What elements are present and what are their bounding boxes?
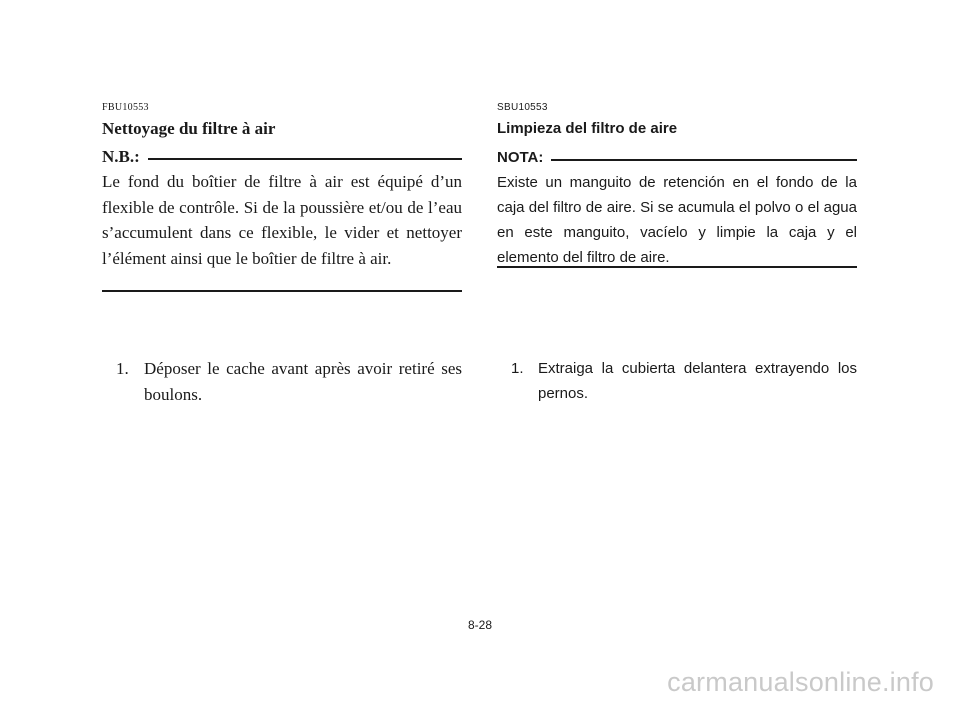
section-code: SBU10553	[497, 102, 548, 113]
watermark: carmanualsonline.info	[667, 667, 934, 697]
step-text: Déposer le cache avant après avoir retiré ses boulons.	[144, 359, 462, 404]
section-title: Nettoyage du filtre à air	[102, 119, 276, 138]
note-header-rule	[551, 159, 857, 161]
note-label: NOTA:	[497, 149, 544, 166]
note-end-rule	[497, 266, 857, 268]
step-item	[116, 356, 462, 407]
note-header	[497, 149, 857, 166]
note-header-rule	[148, 158, 462, 160]
page-number: 8-28	[467, 618, 493, 632]
section-code: FBU10553	[102, 102, 149, 113]
french-column	[102, 0, 462, 703]
note-end-rule	[102, 290, 462, 292]
note-text: Le fond du boîtier de filtre à air est équipé d’un flexible de contrôle. Si de la poussière et/ou de l’eau s’accumulent dans ce flexible, le vider et nettoyer l’élément ainsi que le boîtier de filtre à air.	[102, 172, 462, 268]
note-text: Existe un manguito de retención en el fondo de la caja del filtro de aire. Si se acumula el polvo o el agua en este manguito, vacíelo y limpie la caja y el elemento del filtro de aire.	[497, 174, 857, 266]
step-item	[511, 356, 857, 406]
note-header	[102, 147, 462, 167]
section-title: Limpieza del filtro de aire	[497, 120, 678, 137]
step-number: 1.	[511, 360, 524, 377]
step-text: Extraiga la cubierta delantera extrayendo los pernos.	[538, 360, 857, 402]
note-label: N.B.:	[102, 147, 140, 166]
spanish-column	[497, 0, 857, 703]
step-number: 1.	[116, 359, 129, 378]
